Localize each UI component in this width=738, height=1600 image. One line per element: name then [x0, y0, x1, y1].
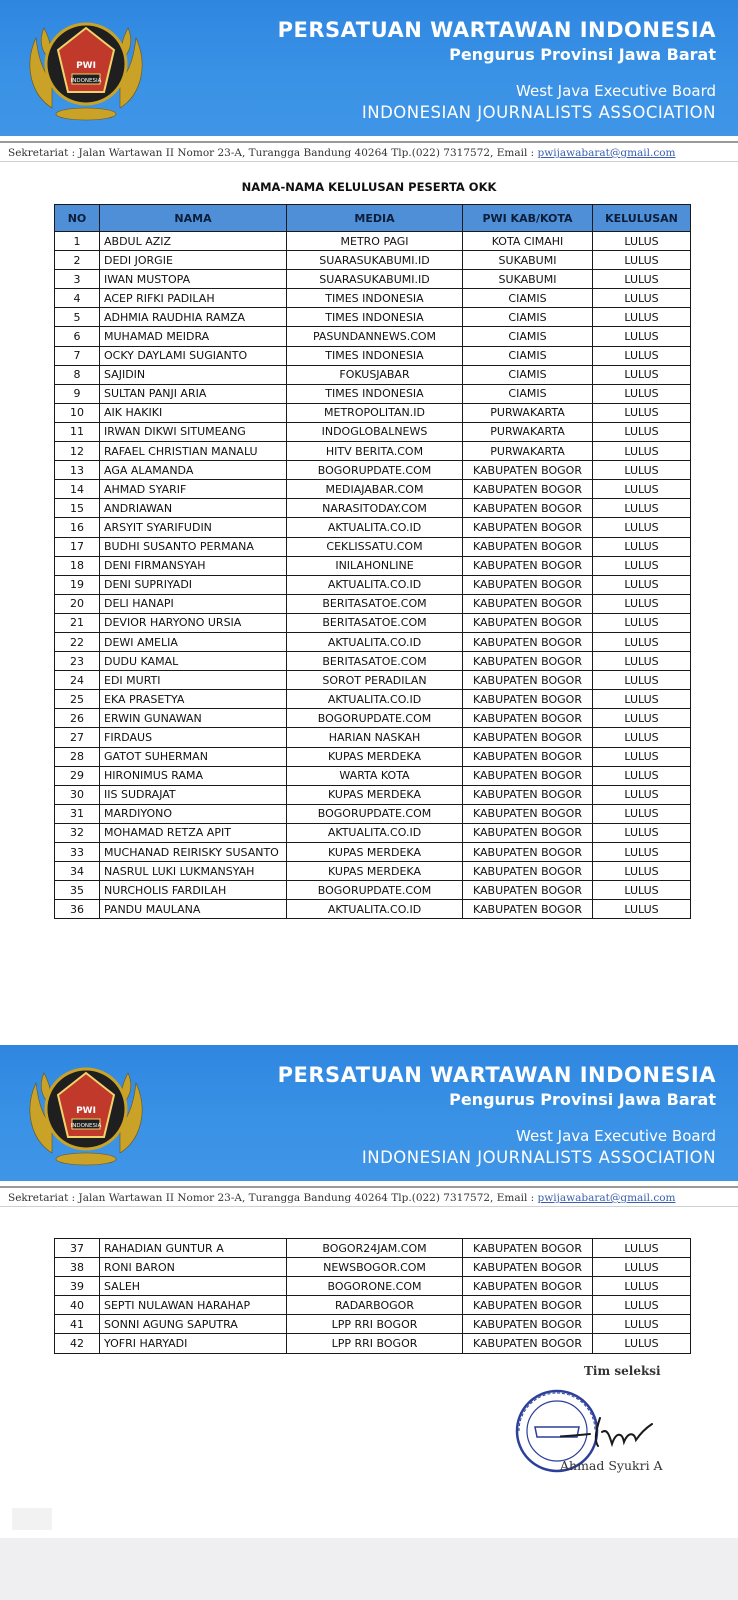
cell-nama: DUDU KAMAL [100, 652, 287, 671]
cell-no: 7 [55, 346, 100, 365]
cell-media: AKTUALITA.CO.ID [287, 900, 463, 919]
cell-kelulusan: LULUS [593, 843, 691, 862]
table-row [55, 327, 691, 346]
cell-no: 31 [55, 804, 100, 823]
cell-no: 11 [55, 422, 100, 441]
cell-nama: DENI SUPRIYADI [100, 575, 287, 594]
cell-pwi: KABUPATEN BOGOR [463, 613, 593, 632]
table-row [55, 537, 691, 556]
cell-no: 42 [55, 1334, 100, 1353]
cell-media: WARTA KOTA [287, 766, 463, 785]
cell-no: 25 [55, 690, 100, 709]
table-row [55, 289, 691, 308]
cell-pwi: KABUPATEN BOGOR [463, 1239, 593, 1258]
cell-nama: HIRONIMUS RAMA [100, 766, 287, 785]
cell-pwi: KABUPATEN BOGOR [463, 823, 593, 842]
table-row [55, 251, 691, 270]
cell-no: 26 [55, 709, 100, 728]
table-row [55, 403, 691, 422]
cell-nama: AIK HAKIKI [100, 403, 287, 422]
table-row [55, 1239, 691, 1258]
cell-nama: ACEP RIFKI PADILAH [100, 289, 287, 308]
cell-pwi: CIAMIS [463, 346, 593, 365]
cell-pwi: KABUPATEN BOGOR [463, 671, 593, 690]
cell-kelulusan: LULUS [593, 1334, 691, 1353]
cell-media: BOGORUPDATE.COM [287, 709, 463, 728]
cell-nama: SONNI AGUNG SAPUTRA [100, 1315, 287, 1334]
table-row [55, 690, 691, 709]
cell-no: 13 [55, 461, 100, 480]
pwi-logo [22, 1053, 150, 1171]
cell-pwi: PURWAKARTA [463, 442, 593, 461]
cell-media: SUARASUKABUMI.ID [287, 270, 463, 289]
cell-pwi: KOTA CIMAHI [463, 232, 593, 251]
cell-nama: DELI HANAPI [100, 594, 287, 613]
cell-no: 41 [55, 1315, 100, 1334]
table-row [55, 556, 691, 575]
cell-nama: ARSYIT SYARIFUDIN [100, 518, 287, 537]
cell-no: 5 [55, 308, 100, 327]
cell-kelulusan: LULUS [593, 270, 691, 289]
table-row [55, 594, 691, 613]
cell-no: 16 [55, 518, 100, 537]
cell-no: 37 [55, 1239, 100, 1258]
letterhead-banner [0, 1045, 738, 1181]
cell-kelulusan: LULUS [593, 900, 691, 919]
cell-no: 21 [55, 613, 100, 632]
cell-no: 2 [55, 251, 100, 270]
cell-no: 12 [55, 442, 100, 461]
cell-media: SOROT PERADILAN [287, 671, 463, 690]
table-row [55, 843, 691, 862]
cell-kelulusan: LULUS [593, 499, 691, 518]
cell-pwi: KABUPATEN BOGOR [463, 785, 593, 804]
cell-media: HARIAN NASKAH [287, 728, 463, 747]
cell-kelulusan: LULUS [593, 881, 691, 900]
table-row [55, 728, 691, 747]
cell-no: 38 [55, 1258, 100, 1277]
cell-kelulusan: LULUS [593, 461, 691, 480]
cell-no: 18 [55, 556, 100, 575]
cell-nama: RAHADIAN GUNTUR A [100, 1239, 287, 1258]
cell-kelulusan: LULUS [593, 709, 691, 728]
cell-no: 15 [55, 499, 100, 518]
cell-kelulusan: LULUS [593, 308, 691, 327]
cell-kelulusan: LULUS [593, 747, 691, 766]
cell-nama: ANDRIAWAN [100, 499, 287, 518]
cell-no: 22 [55, 632, 100, 651]
cell-media: INDOGLOBALNEWS [287, 422, 463, 441]
cell-pwi: KABUPATEN BOGOR [463, 804, 593, 823]
cell-no: 32 [55, 823, 100, 842]
table-row [55, 862, 691, 881]
cell-no: 4 [55, 289, 100, 308]
cell-kelulusan: LULUS [593, 671, 691, 690]
cell-kelulusan: LULUS [593, 537, 691, 556]
cell-kelulusan: LULUS [593, 1315, 691, 1334]
cell-pwi: KABUPATEN BOGOR [463, 728, 593, 747]
cell-pwi: KABUPATEN BOGOR [463, 575, 593, 594]
cell-nama: DEWI AMELIA [100, 632, 287, 651]
cell-no: 30 [55, 785, 100, 804]
cell-nama: NURCHOLIS FARDILAH [100, 881, 287, 900]
cell-nama: SALEH [100, 1277, 287, 1296]
table-row [55, 308, 691, 327]
cell-kelulusan: LULUS [593, 766, 691, 785]
table-row [55, 270, 691, 289]
selection-team-label: Tim seleksi [584, 1364, 661, 1378]
table-header-row [55, 205, 691, 232]
cell-media: BERITASATOE.COM [287, 594, 463, 613]
graduation-table [54, 204, 691, 919]
graduation-table-continued [54, 1238, 691, 1354]
cell-nama: IIS SUDRAJAT [100, 785, 287, 804]
cell-no: 34 [55, 862, 100, 881]
cell-media: AKTUALITA.CO.ID [287, 518, 463, 537]
cell-pwi: KABUPATEN BOGOR [463, 518, 593, 537]
col-header-kelulusan: KELULUSAN [593, 205, 691, 232]
cell-nama: EKA PRASETYA [100, 690, 287, 709]
org-name: PERSATUAN WARTAWAN INDONESIA [277, 18, 716, 42]
table-row [55, 518, 691, 537]
cell-pwi: KABUPATEN BOGOR [463, 461, 593, 480]
cell-kelulusan: LULUS [593, 422, 691, 441]
table-row [55, 652, 691, 671]
cell-media: KUPAS MERDEKA [287, 747, 463, 766]
cell-pwi: SUKABUMI [463, 251, 593, 270]
cell-media: BOGORUPDATE.COM [287, 881, 463, 900]
cell-kelulusan: LULUS [593, 365, 691, 384]
table-row [55, 671, 691, 690]
divider [0, 141, 738, 143]
cell-nama: MUHAMAD MEIDRA [100, 327, 287, 346]
table-row [55, 804, 691, 823]
table-row [55, 1258, 691, 1277]
cell-no: 29 [55, 766, 100, 785]
cell-no: 19 [55, 575, 100, 594]
svg-text:INDONESIA: INDONESIA [70, 1123, 102, 1129]
cell-pwi: KABUPATEN BOGOR [463, 652, 593, 671]
address-line [8, 1192, 676, 1204]
cell-media: PASUNDANNEWS.COM [287, 327, 463, 346]
cell-media: AKTUALITA.CO.ID [287, 690, 463, 709]
cell-no: 1 [55, 232, 100, 251]
pwi-logo [22, 8, 150, 126]
table-row [55, 480, 691, 499]
cell-kelulusan: LULUS [593, 232, 691, 251]
cell-pwi: KABUPATEN BOGOR [463, 499, 593, 518]
english-branch: West Java Executive Board [516, 1127, 716, 1145]
cell-kelulusan: LULUS [593, 1296, 691, 1315]
cell-kelulusan: LULUS [593, 728, 691, 747]
cell-media: KUPAS MERDEKA [287, 785, 463, 804]
cell-kelulusan: LULUS [593, 346, 691, 365]
cell-media: AKTUALITA.CO.ID [287, 632, 463, 651]
cell-no: 6 [55, 327, 100, 346]
cell-nama: IWAN MUSTOPA [100, 270, 287, 289]
table-row [55, 785, 691, 804]
cell-kelulusan: LULUS [593, 785, 691, 804]
cell-media: NARASITODAY.COM [287, 499, 463, 518]
table-row [55, 1315, 691, 1334]
english-org: INDONESIAN JOURNALISTS ASSOCIATION [361, 1148, 716, 1167]
branch-name: Pengurus Provinsi Jawa Barat [449, 45, 716, 64]
table-row [55, 461, 691, 480]
svg-text:PWI: PWI [76, 61, 96, 71]
cell-kelulusan: LULUS [593, 403, 691, 422]
cell-kelulusan: LULUS [593, 556, 691, 575]
cell-media: FOKUSJABAR [287, 365, 463, 384]
cell-pwi: CIAMIS [463, 384, 593, 403]
cell-pwi: KABUPATEN BOGOR [463, 709, 593, 728]
cell-no: 3 [55, 270, 100, 289]
table-row [55, 232, 691, 251]
cell-kelulusan: LULUS [593, 652, 691, 671]
cell-pwi: KABUPATEN BOGOR [463, 881, 593, 900]
cell-media: KUPAS MERDEKA [287, 862, 463, 881]
cell-media: MEDIAJABAR.COM [287, 480, 463, 499]
cell-nama: BUDHI SUSANTO PERMANA [100, 537, 287, 556]
cell-no: 39 [55, 1277, 100, 1296]
cell-kelulusan: LULUS [593, 575, 691, 594]
table-row [55, 499, 691, 518]
table-row [55, 823, 691, 842]
handwritten-signature [560, 1410, 660, 1454]
table-row [55, 1296, 691, 1315]
cell-kelulusan: LULUS [593, 862, 691, 881]
cell-pwi: KABUPATEN BOGOR [463, 632, 593, 651]
email-link[interactable]: pwijawabarat@gmail.com [537, 1192, 676, 1204]
cell-pwi: KABUPATEN BOGOR [463, 747, 593, 766]
cell-kelulusan: LULUS [593, 613, 691, 632]
cell-nama: ABDUL AZIZ [100, 232, 287, 251]
cell-pwi: KABUPATEN BOGOR [463, 1258, 593, 1277]
cell-media: BERITASATOE.COM [287, 652, 463, 671]
cell-no: 28 [55, 747, 100, 766]
cell-nama: MOHAMAD RETZA APIT [100, 823, 287, 842]
cell-media: AKTUALITA.CO.ID [287, 575, 463, 594]
cell-media: BOGORUPDATE.COM [287, 804, 463, 823]
cell-pwi: KABUPATEN BOGOR [463, 862, 593, 881]
cell-nama: SAJIDIN [100, 365, 287, 384]
cell-nama: ERWIN GUNAWAN [100, 709, 287, 728]
cell-pwi: KABUPATEN BOGOR [463, 900, 593, 919]
cell-nama: AHMAD SYARIF [100, 480, 287, 499]
cell-no: 10 [55, 403, 100, 422]
cell-media: TIMES INDONESIA [287, 308, 463, 327]
org-name: PERSATUAN WARTAWAN INDONESIA [277, 1063, 716, 1087]
cell-media: BOGORUPDATE.COM [287, 461, 463, 480]
cell-media: TIMES INDONESIA [287, 346, 463, 365]
table-row [55, 632, 691, 651]
cell-pwi: CIAMIS [463, 289, 593, 308]
cell-pwi: KABUPATEN BOGOR [463, 594, 593, 613]
cell-pwi: KABUPATEN BOGOR [463, 1296, 593, 1315]
cell-media: NEWSBOGOR.COM [287, 1258, 463, 1277]
cell-kelulusan: LULUS [593, 442, 691, 461]
cell-nama: YOFRI HARYADI [100, 1334, 287, 1353]
cell-kelulusan: LULUS [593, 1277, 691, 1296]
table-row [55, 709, 691, 728]
english-org: INDONESIAN JOURNALISTS ASSOCIATION [361, 103, 716, 122]
branch-name: Pengurus Provinsi Jawa Barat [449, 1090, 716, 1109]
cell-no: 40 [55, 1296, 100, 1315]
cell-media: TIMES INDONESIA [287, 289, 463, 308]
cell-kelulusan: LULUS [593, 518, 691, 537]
cell-media: RADARBOGOR [287, 1296, 463, 1315]
letterhead-banner [0, 0, 738, 136]
cell-media: AKTUALITA.CO.ID [287, 823, 463, 842]
cell-pwi: KABUPATEN BOGOR [463, 1277, 593, 1296]
svg-text:INDONESIA: INDONESIA [70, 78, 102, 84]
cell-pwi: KABUPATEN BOGOR [463, 1315, 593, 1334]
cell-nama: AGA ALAMANDA [100, 461, 287, 480]
cell-kelulusan: LULUS [593, 823, 691, 842]
cell-kelulusan: LULUS [593, 289, 691, 308]
signer-name: Ahmad Syukri A [560, 1458, 663, 1473]
table-row [55, 900, 691, 919]
cell-pwi: PURWAKARTA [463, 422, 593, 441]
table-row [55, 747, 691, 766]
cell-nama: RONI BARON [100, 1258, 287, 1277]
cell-pwi: CIAMIS [463, 308, 593, 327]
cell-media: METROPOLITAN.ID [287, 403, 463, 422]
divider [0, 1186, 738, 1188]
cell-pwi: KABUPATEN BOGOR [463, 556, 593, 575]
cell-nama: DEDI JORGIE [100, 251, 287, 270]
col-header-pwi: PWI KAB/KOTA [463, 205, 593, 232]
svg-text:PWI: PWI [76, 1106, 96, 1116]
table-row [55, 575, 691, 594]
cell-media: LPP RRI BOGOR [287, 1315, 463, 1334]
cell-nama: NASRUL LUKI LUKMANSYAH [100, 862, 287, 881]
cell-pwi: KABUPATEN BOGOR [463, 1334, 593, 1353]
cell-media: CEKLISSATU.COM [287, 537, 463, 556]
cell-kelulusan: LULUS [593, 594, 691, 613]
col-header-no: NO [55, 205, 100, 232]
cell-nama: DENI FIRMANSYAH [100, 556, 287, 575]
scan-artifact [12, 1508, 52, 1530]
cell-kelulusan: LULUS [593, 251, 691, 270]
cell-pwi: KABUPATEN BOGOR [463, 690, 593, 709]
email-link[interactable]: pwijawabarat@gmail.com [537, 147, 676, 159]
cell-no: 9 [55, 384, 100, 403]
divider [0, 1206, 738, 1207]
cell-no: 20 [55, 594, 100, 613]
cell-nama: GATOT SUHERMAN [100, 747, 287, 766]
cell-nama: MARDIYONO [100, 804, 287, 823]
cell-nama: SEPTI NULAWAN HARAHAP [100, 1296, 287, 1315]
address-text: Sekretariat : Jalan Wartawan II Nomor 23-A, Turangga Bandung 40264 Tlp.(022) 7317572, Email : [8, 147, 538, 159]
cell-no: 27 [55, 728, 100, 747]
table-row [55, 766, 691, 785]
table-row [55, 442, 691, 461]
table-row [55, 613, 691, 632]
cell-pwi: PURWAKARTA [463, 403, 593, 422]
cell-kelulusan: LULUS [593, 1258, 691, 1277]
cell-no: 8 [55, 365, 100, 384]
cell-nama: SULTAN PANJI ARIA [100, 384, 287, 403]
table-row [55, 346, 691, 365]
cell-nama: FIRDAUS [100, 728, 287, 747]
table-row [55, 1334, 691, 1353]
cell-no: 36 [55, 900, 100, 919]
cell-media: INILAHONLINE [287, 556, 463, 575]
page-footer-background [0, 1538, 738, 1600]
table-row [55, 881, 691, 900]
cell-pwi: KABUPATEN BOGOR [463, 537, 593, 556]
cell-no: 23 [55, 652, 100, 671]
cell-nama: PANDU MAULANA [100, 900, 287, 919]
cell-kelulusan: LULUS [593, 1239, 691, 1258]
cell-pwi: CIAMIS [463, 327, 593, 346]
cell-no: 14 [55, 480, 100, 499]
cell-kelulusan: LULUS [593, 384, 691, 403]
cell-media: LPP RRI BOGOR [287, 1334, 463, 1353]
cell-kelulusan: LULUS [593, 690, 691, 709]
cell-no: 33 [55, 843, 100, 862]
cell-media: TIMES INDONESIA [287, 384, 463, 403]
table-row [55, 384, 691, 403]
divider [0, 161, 738, 162]
cell-nama: EDI MURTI [100, 671, 287, 690]
cell-kelulusan: LULUS [593, 480, 691, 499]
table-row [55, 1277, 691, 1296]
cell-no: 24 [55, 671, 100, 690]
address-text: Sekretariat : Jalan Wartawan II Nomor 23-A, Turangga Bandung 40264 Tlp.(022) 7317572, Email : [8, 1192, 538, 1204]
cell-nama: RAFAEL CHRISTIAN MANALU [100, 442, 287, 461]
cell-pwi: KABUPATEN BOGOR [463, 766, 593, 785]
table-row [55, 422, 691, 441]
cell-nama: IRWAN DIKWI SITUMEANG [100, 422, 287, 441]
col-header-nama: NAMA [100, 205, 287, 232]
cell-no: 35 [55, 881, 100, 900]
table-row [55, 365, 691, 384]
cell-kelulusan: LULUS [593, 327, 691, 346]
cell-media: BOGORONE.COM [287, 1277, 463, 1296]
english-branch: West Java Executive Board [516, 82, 716, 100]
cell-pwi: CIAMIS [463, 365, 593, 384]
cell-media: HITV BERITA.COM [287, 442, 463, 461]
cell-kelulusan: LULUS [593, 804, 691, 823]
cell-nama: ADHMIA RAUDHIA RAMZA [100, 308, 287, 327]
cell-media: SUARASUKABUMI.ID [287, 251, 463, 270]
address-line [8, 147, 676, 159]
cell-media: BOGOR24JAM.COM [287, 1239, 463, 1258]
cell-nama: MUCHANAD REIRISKY SUSANTO [100, 843, 287, 862]
col-header-media: MEDIA [287, 205, 463, 232]
cell-media: KUPAS MERDEKA [287, 843, 463, 862]
document-title: NAMA-NAMA KELULUSAN PESERTA OKK [241, 180, 497, 194]
cell-nama: OCKY DAYLAMI SUGIANTO [100, 346, 287, 365]
cell-nama: DEVIOR HARYONO URSIA [100, 613, 287, 632]
cell-pwi: KABUPATEN BOGOR [463, 843, 593, 862]
cell-pwi: KABUPATEN BOGOR [463, 480, 593, 499]
cell-no: 17 [55, 537, 100, 556]
cell-kelulusan: LULUS [593, 632, 691, 651]
cell-pwi: SUKABUMI [463, 270, 593, 289]
cell-media: BERITASATOE.COM [287, 613, 463, 632]
cell-media: METRO PAGI [287, 232, 463, 251]
